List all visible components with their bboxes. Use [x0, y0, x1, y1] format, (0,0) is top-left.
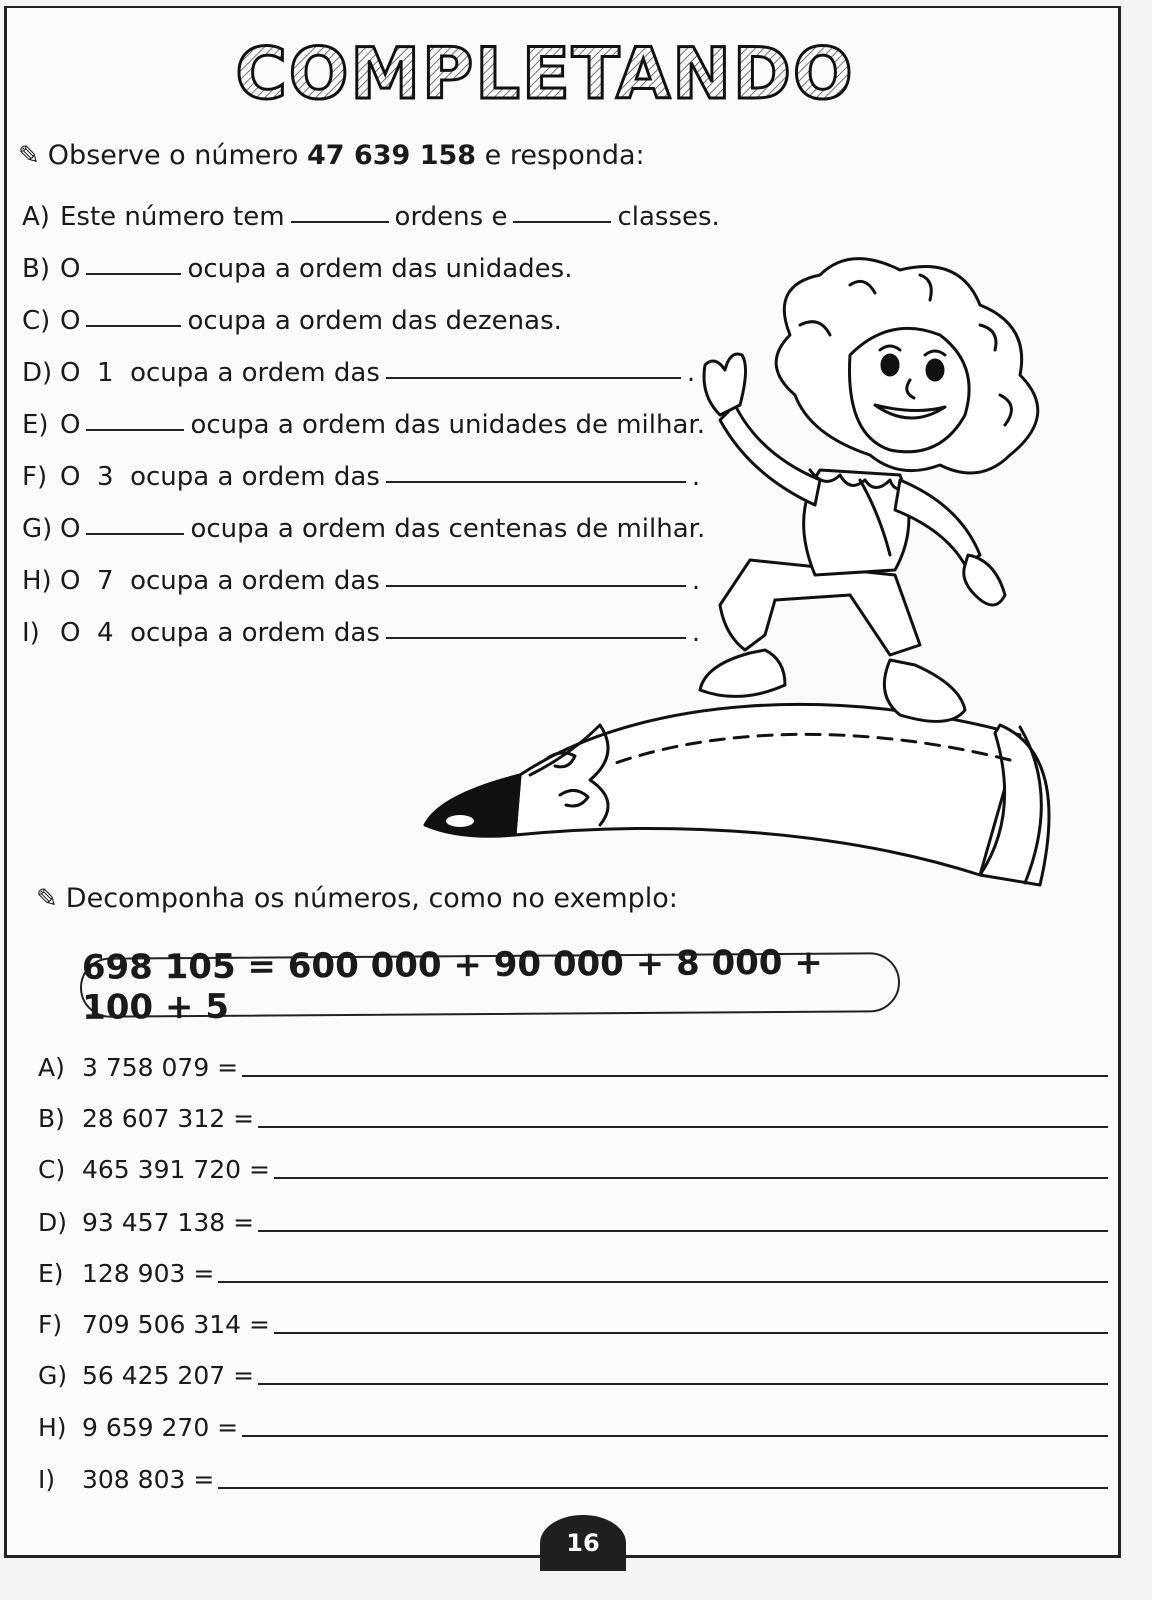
question-label: B): [22, 254, 50, 284]
answer-line[interactable]: [258, 1230, 1108, 1232]
page-title: [230, 30, 860, 116]
question-text: classes.: [617, 202, 720, 232]
answer-blank[interactable]: [291, 220, 389, 223]
question-text: O: [60, 410, 81, 440]
girl-waving-hand: [704, 354, 746, 415]
question-text: O 3 ocupa a ordem das: [60, 462, 380, 492]
question-label: D): [22, 358, 53, 388]
item-label: F): [38, 1310, 63, 1339]
answer-blank[interactable]: [86, 272, 181, 275]
section2-prompt: [36, 883, 678, 914]
question-text: .: [686, 358, 696, 388]
question-text: O 7 ocupa a ordem das: [60, 566, 380, 596]
question-text: ocupa a ordem das unidades de milhar.: [190, 410, 705, 440]
girl-left-shoe: [700, 650, 785, 696]
item-number: 28 607 312 =: [82, 1104, 255, 1133]
item-label: G): [38, 1361, 68, 1390]
girl-face: [850, 328, 970, 451]
item-label: E): [38, 1259, 64, 1288]
decompose-item-c: [38, 1150, 1108, 1184]
item-label: D): [38, 1208, 68, 1237]
question-text: O: [60, 306, 81, 336]
girl-on-pencil-illustration: [420, 255, 1090, 895]
pencil-body: [515, 704, 1020, 875]
item-number: 56 425 207 =: [82, 1361, 255, 1390]
observed-number: 47 639 158: [307, 140, 477, 171]
answer-blank[interactable]: [86, 428, 184, 431]
answer-line[interactable]: [274, 1177, 1108, 1179]
answer-line[interactable]: [218, 1487, 1108, 1489]
item-number: 9 659 270 =: [82, 1413, 239, 1442]
item-label: I): [38, 1465, 56, 1494]
answer-line[interactable]: [218, 1281, 1108, 1283]
question-text: ocupa a ordem das centenas de milhar.: [190, 514, 706, 544]
prompt-text-before: Observe o número: [47, 140, 307, 171]
pencil-icon: ✎: [36, 884, 58, 914]
prompt-text: Decomponha os números, como no exemplo:: [65, 883, 678, 914]
example-decomposition: [80, 942, 900, 1028]
item-number: 93 457 138 =: [82, 1208, 255, 1237]
item-label: A): [38, 1053, 65, 1082]
question-text: ocupa a ordem das unidades.: [187, 254, 573, 284]
item-number: 128 903 =: [82, 1259, 215, 1288]
item-number: 308 803 =: [82, 1465, 215, 1494]
answer-blank[interactable]: [513, 220, 611, 223]
question-label: G): [22, 514, 53, 544]
item-label: B): [38, 1104, 65, 1133]
item-number: 709 506 314 =: [82, 1310, 270, 1339]
item-number: 465 391 720 =: [82, 1155, 270, 1184]
question-text: .: [691, 462, 701, 492]
item-label: C): [38, 1155, 66, 1184]
question-label: C): [22, 306, 51, 336]
question-text: .: [691, 618, 701, 648]
title-text: COMPLETANDO: [235, 33, 855, 115]
question-label: A): [22, 202, 50, 232]
answer-blank[interactable]: [86, 532, 184, 535]
decompose-item-b: [38, 1099, 1108, 1133]
girl-other-hand: [964, 555, 1005, 605]
prompt-text-after: e responda:: [476, 140, 645, 171]
girl-right-eye: [927, 360, 943, 380]
decompose-item-i: [38, 1460, 1108, 1494]
example-text: 698 105 = 600 000 + 90 000 + 8 000 + 100 + 5: [81, 942, 823, 1028]
section1-prompt: [18, 140, 645, 171]
question-text: .: [691, 566, 701, 596]
answer-line[interactable]: [242, 1435, 1108, 1437]
question-text: O 1 ocupa a ordem das: [60, 358, 380, 388]
pencil-icon: ✎: [18, 141, 40, 171]
decompose-item-e: [38, 1254, 1108, 1288]
answer-blank[interactable]: [86, 324, 181, 327]
question-label: H): [22, 566, 52, 596]
answer-line[interactable]: [258, 1126, 1108, 1128]
question-text: Este número tem: [60, 202, 285, 232]
question-text: O: [60, 254, 81, 284]
answer-line[interactable]: [274, 1332, 1108, 1334]
item-label: H): [38, 1413, 67, 1442]
question-text: O: [60, 514, 81, 544]
decompose-item-f: [38, 1305, 1108, 1339]
question-a: [22, 202, 720, 232]
page-number: 16: [540, 1515, 626, 1571]
girl-right-shoe: [884, 660, 965, 721]
item-number: 3 758 079 =: [82, 1053, 239, 1082]
answer-line[interactable]: [242, 1075, 1108, 1077]
question-label: F): [22, 462, 48, 492]
decompose-item-d: [38, 1203, 1108, 1237]
question-label: E): [22, 410, 49, 440]
question-text: O 4 ocupa a ordem das: [60, 618, 380, 648]
girl-waving-arm: [720, 405, 820, 505]
answer-line[interactable]: [258, 1383, 1108, 1385]
question-label: I): [22, 618, 40, 648]
decompose-item-g: [38, 1356, 1108, 1390]
girl-left-eye: [882, 355, 898, 375]
decompose-item-a: [38, 1048, 1108, 1082]
question-text: ocupa a ordem das dezenas.: [187, 306, 562, 336]
question-text: ordens e: [394, 202, 508, 232]
pencil-lead-highlight: [446, 815, 474, 827]
decompose-item-h: [38, 1408, 1108, 1442]
pencil-lead: [425, 775, 520, 836]
